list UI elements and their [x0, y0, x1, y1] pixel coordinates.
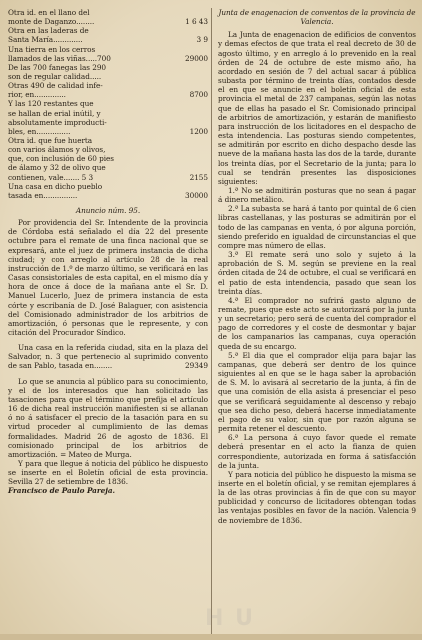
- property-list-line: [8, 8, 208, 17]
- property-list-line: [8, 154, 208, 163]
- property-list-line: [8, 17, 208, 26]
- condition-item: 6.ª La persona á cuyo favor quede el remate deberá presentar en el acto la fianza de quien correspondiente, autorizada en forma á satisfacción de la junta.: [218, 433, 416, 470]
- property-value: 30000: [185, 190, 208, 200]
- announcement-paragraph-2-text: Una casa en la referida ciudad, sita en la plaza del Salvador, n. 3 que pertenecio al suprimido convento de san Pablo, tasada en........: [8, 343, 208, 371]
- property-description: Otra id. en el llano del: [8, 8, 90, 17]
- property-description: absolutamente improducti-: [8, 117, 107, 127]
- property-value: [206, 99, 208, 108]
- property-value: [206, 8, 208, 17]
- property-value: [206, 63, 208, 72]
- property-description: son de regular calidad.....: [8, 71, 102, 81]
- property-list-line: [8, 163, 208, 172]
- property-description: llamados de las viñas.....700: [8, 53, 111, 63]
- condition-item: 4.ª El comprador no sufrirá gasto alguno de remate, pues que este acto se autorizará por la junta y un secretario; pero será de cuenta del comprador el pago de corredores y el coste de desmontar y bajar de los campanarios las campanas, cuya operación queda de su encargo.: [218, 295, 416, 351]
- property-value: 1200: [189, 126, 208, 136]
- property-list-line: [8, 136, 208, 145]
- announcement-paragraph-1: Por providencia del Sr. Intendente de la provincia de Córdoba está señalado el día 22 del presente octubre para el remate de una finca nacional que se expresará, ante el juez de primera instancia de dicha ciudad; y con arreglo al artículo 28 de la real instrucción de 1.º de marzo último, se verificará en las Casas consistoriales de esta capital, en el mismo día y hora de once á doce de la mañana ante el Sr. D. Manuel Lucerlo, Juez de primera instancia de esta córte y escribanía de D. José Balaguer, con asistencia del Comisionado administrador de los arbitrios de amortización, ó personas que le represente, y con citación del Procurador Síndico.: [8, 218, 208, 337]
- property-value: [206, 26, 208, 35]
- condition-item: 3.ª El remate será uno solo y sujeto á la aprobación de S. M. según se previene en la real órden citada de 24 de octubre, el cual se verificará en el patio de esta intendencia, pasado que sean los treinta días.: [218, 250, 416, 296]
- junta-paragraph-2: Y para noticia del público he dispuesto la misma se inserte en el boletín oficial, y se remitan ejemplares á la de las otras provincias á fin de que con su mayor publicidad y concurso de licitadores obtengan todas las ventajas posibles en favor de la nación. Valencia 9 de noviembre de 1836.: [218, 469, 416, 525]
- property-value: [206, 45, 208, 54]
- property-description: tasada en...............: [8, 190, 78, 200]
- announcement-paragraph-4: Y para que llegue á noticia del público he dispuesto se inserte en el Boletín oficial de esta provincia. Sevilla 27 de setiembre de 1836.: [8, 459, 208, 487]
- property-value: 3 9: [196, 35, 208, 45]
- condition-item: 2.ª La subasta se hará á tanto por quintal de 6 cien libras castellanas, y las posturas se admitirán por el todo de las campanas en venta, ó por alguna porción, siendo preferido en igualdad de circunstancias el que compre mas número de ellas.: [218, 204, 416, 250]
- property-description: contienen, vale....... 5 3: [8, 172, 94, 182]
- property-description: rior, en..............: [8, 90, 66, 100]
- property-list-line: [8, 72, 208, 81]
- property-list-line: [8, 81, 208, 90]
- left-column: [8, 8, 208, 496]
- property-value: [206, 136, 208, 145]
- property-description: Y las 120 restantes que: [8, 99, 94, 109]
- property-list-line: [8, 118, 208, 127]
- property-list-line: [8, 127, 208, 136]
- property-value: 29000: [185, 53, 208, 63]
- property-value: [206, 145, 208, 154]
- watermark: H U: [205, 606, 255, 631]
- property-value: [206, 163, 208, 172]
- property-list-line: [8, 45, 208, 54]
- property-list: [8, 8, 208, 200]
- property-list-line: [8, 54, 208, 63]
- page-bottom-edge: [0, 634, 422, 640]
- property-description: que, con inclusión de 60 pies: [8, 154, 115, 164]
- property-list-line: [8, 63, 208, 72]
- property-value: [206, 154, 208, 163]
- property-description: se hallan de erial inútil, y: [8, 108, 101, 118]
- property-description: Una tierra en los cerros: [8, 44, 96, 54]
- property-description: bles, en...............: [8, 126, 71, 136]
- property-description: Santa María.............: [8, 35, 83, 45]
- conditions-list: [218, 186, 416, 470]
- property-description: Otra id. que fue huerta: [8, 135, 93, 145]
- property-value: 2155: [189, 172, 208, 182]
- property-list-line: [8, 145, 208, 154]
- property-description: monte de Daganzo........: [8, 17, 95, 27]
- condition-item: 5.ª El dia que el comprador elija para bajar las campanas, que deberá ser dentro de los quince siguientes al en que se le haga saber la aprobación de S. M. lo avisará al secretario de la junta, á fin de que una comisión de ella asista á presenciar el peso que se verificará seguidamente al descenso y rebajo que sea dicho peso, deberá hacerse inmediatamente el pago de su valor, sin que por razón alguna se permita retener el descuento.: [218, 350, 416, 434]
- property-value: [206, 72, 208, 81]
- property-value: 8700: [189, 90, 208, 100]
- property-value: 1 6 43: [185, 17, 208, 27]
- property-value: [206, 109, 208, 118]
- property-description: con varios álamos y olivos,: [8, 145, 106, 155]
- property-list-line: [8, 26, 208, 35]
- junta-paragraph-1: La Junta de enagenacion de edificios de conventos y demas efectos de que trata el real decreto de 30 de agosto último, y en arreglo á lo prevenido en la real órden de 24 de octubre de este mismo año, ha acordado en sesión de 7 del actual sacar á pública subasta por término de treinta días, contados desde el en que se anuncie en el boletín oficial de esta provincia el metal de 237 campanas, según las notas que de ellas ha pasado el Sr. Comisionado principal de arbitrios de amortización, y estarán de manifiesto para instrucción de los licitadores en el despacho de esta intendencia. Las posturas siendo competentes, se admitirán por escrito en dicho despacho desde las nueve de la mañana hasta las dos de la tarde, durante los treinta días, por el Secretario de la junta; para lo cual se tendrán presentes las disposiciones siguientes:: [218, 30, 416, 186]
- announcement-paragraph-2-amount: 29349: [185, 361, 208, 371]
- property-description: de álamo y 32 de olivo que: [8, 163, 106, 173]
- property-list-line: [8, 191, 208, 200]
- property-list-line: [8, 35, 208, 44]
- announcement-paragraph-2: [8, 343, 208, 370]
- property-description: Una casa en dicho pueblo: [8, 181, 103, 191]
- property-description: Otras 490 de calidad infe-: [8, 81, 103, 91]
- property-list-line: [8, 182, 208, 191]
- property-list-line: [8, 173, 208, 182]
- property-description: De las 700 fanegas las 290: [8, 62, 107, 72]
- property-list-line: [8, 90, 208, 99]
- announcement-paragraph-3: Lo que se anuncia al público para su conocimiento, y el de los interesados que han solicitado las tasaciones para que el término que prefija el artículo 16 de dicha real instrucción manifiesten si se allanan ó no á satisfacer el precio de la tasación para en su virtud proceder al cumplimiento de las demas formalidades. Madrid 26 de agosto de 1836. El comisionado principal de los arbitrios de amortización. = Mateo de Murga.: [8, 376, 208, 459]
- property-value: [206, 118, 208, 127]
- left-signature: Francisco de Paulo Pareja.: [8, 486, 116, 496]
- property-description: Otra en las laderas de: [8, 26, 89, 36]
- property-list-line: [8, 109, 208, 118]
- property-value: [206, 81, 208, 90]
- condition-item: 1.ª No se admitirán posturas que no sean á pagar á dinero metálico.: [218, 185, 416, 205]
- announcement-heading: Anuncio núm. 95.: [75, 205, 141, 215]
- right-column: [218, 8, 416, 525]
- property-value: [206, 182, 208, 191]
- property-list-line: [8, 99, 208, 108]
- junta-heading: Junta de enagenacion de conventos de la provincia de Valencia.: [218, 8, 416, 27]
- column-divider: [211, 8, 212, 636]
